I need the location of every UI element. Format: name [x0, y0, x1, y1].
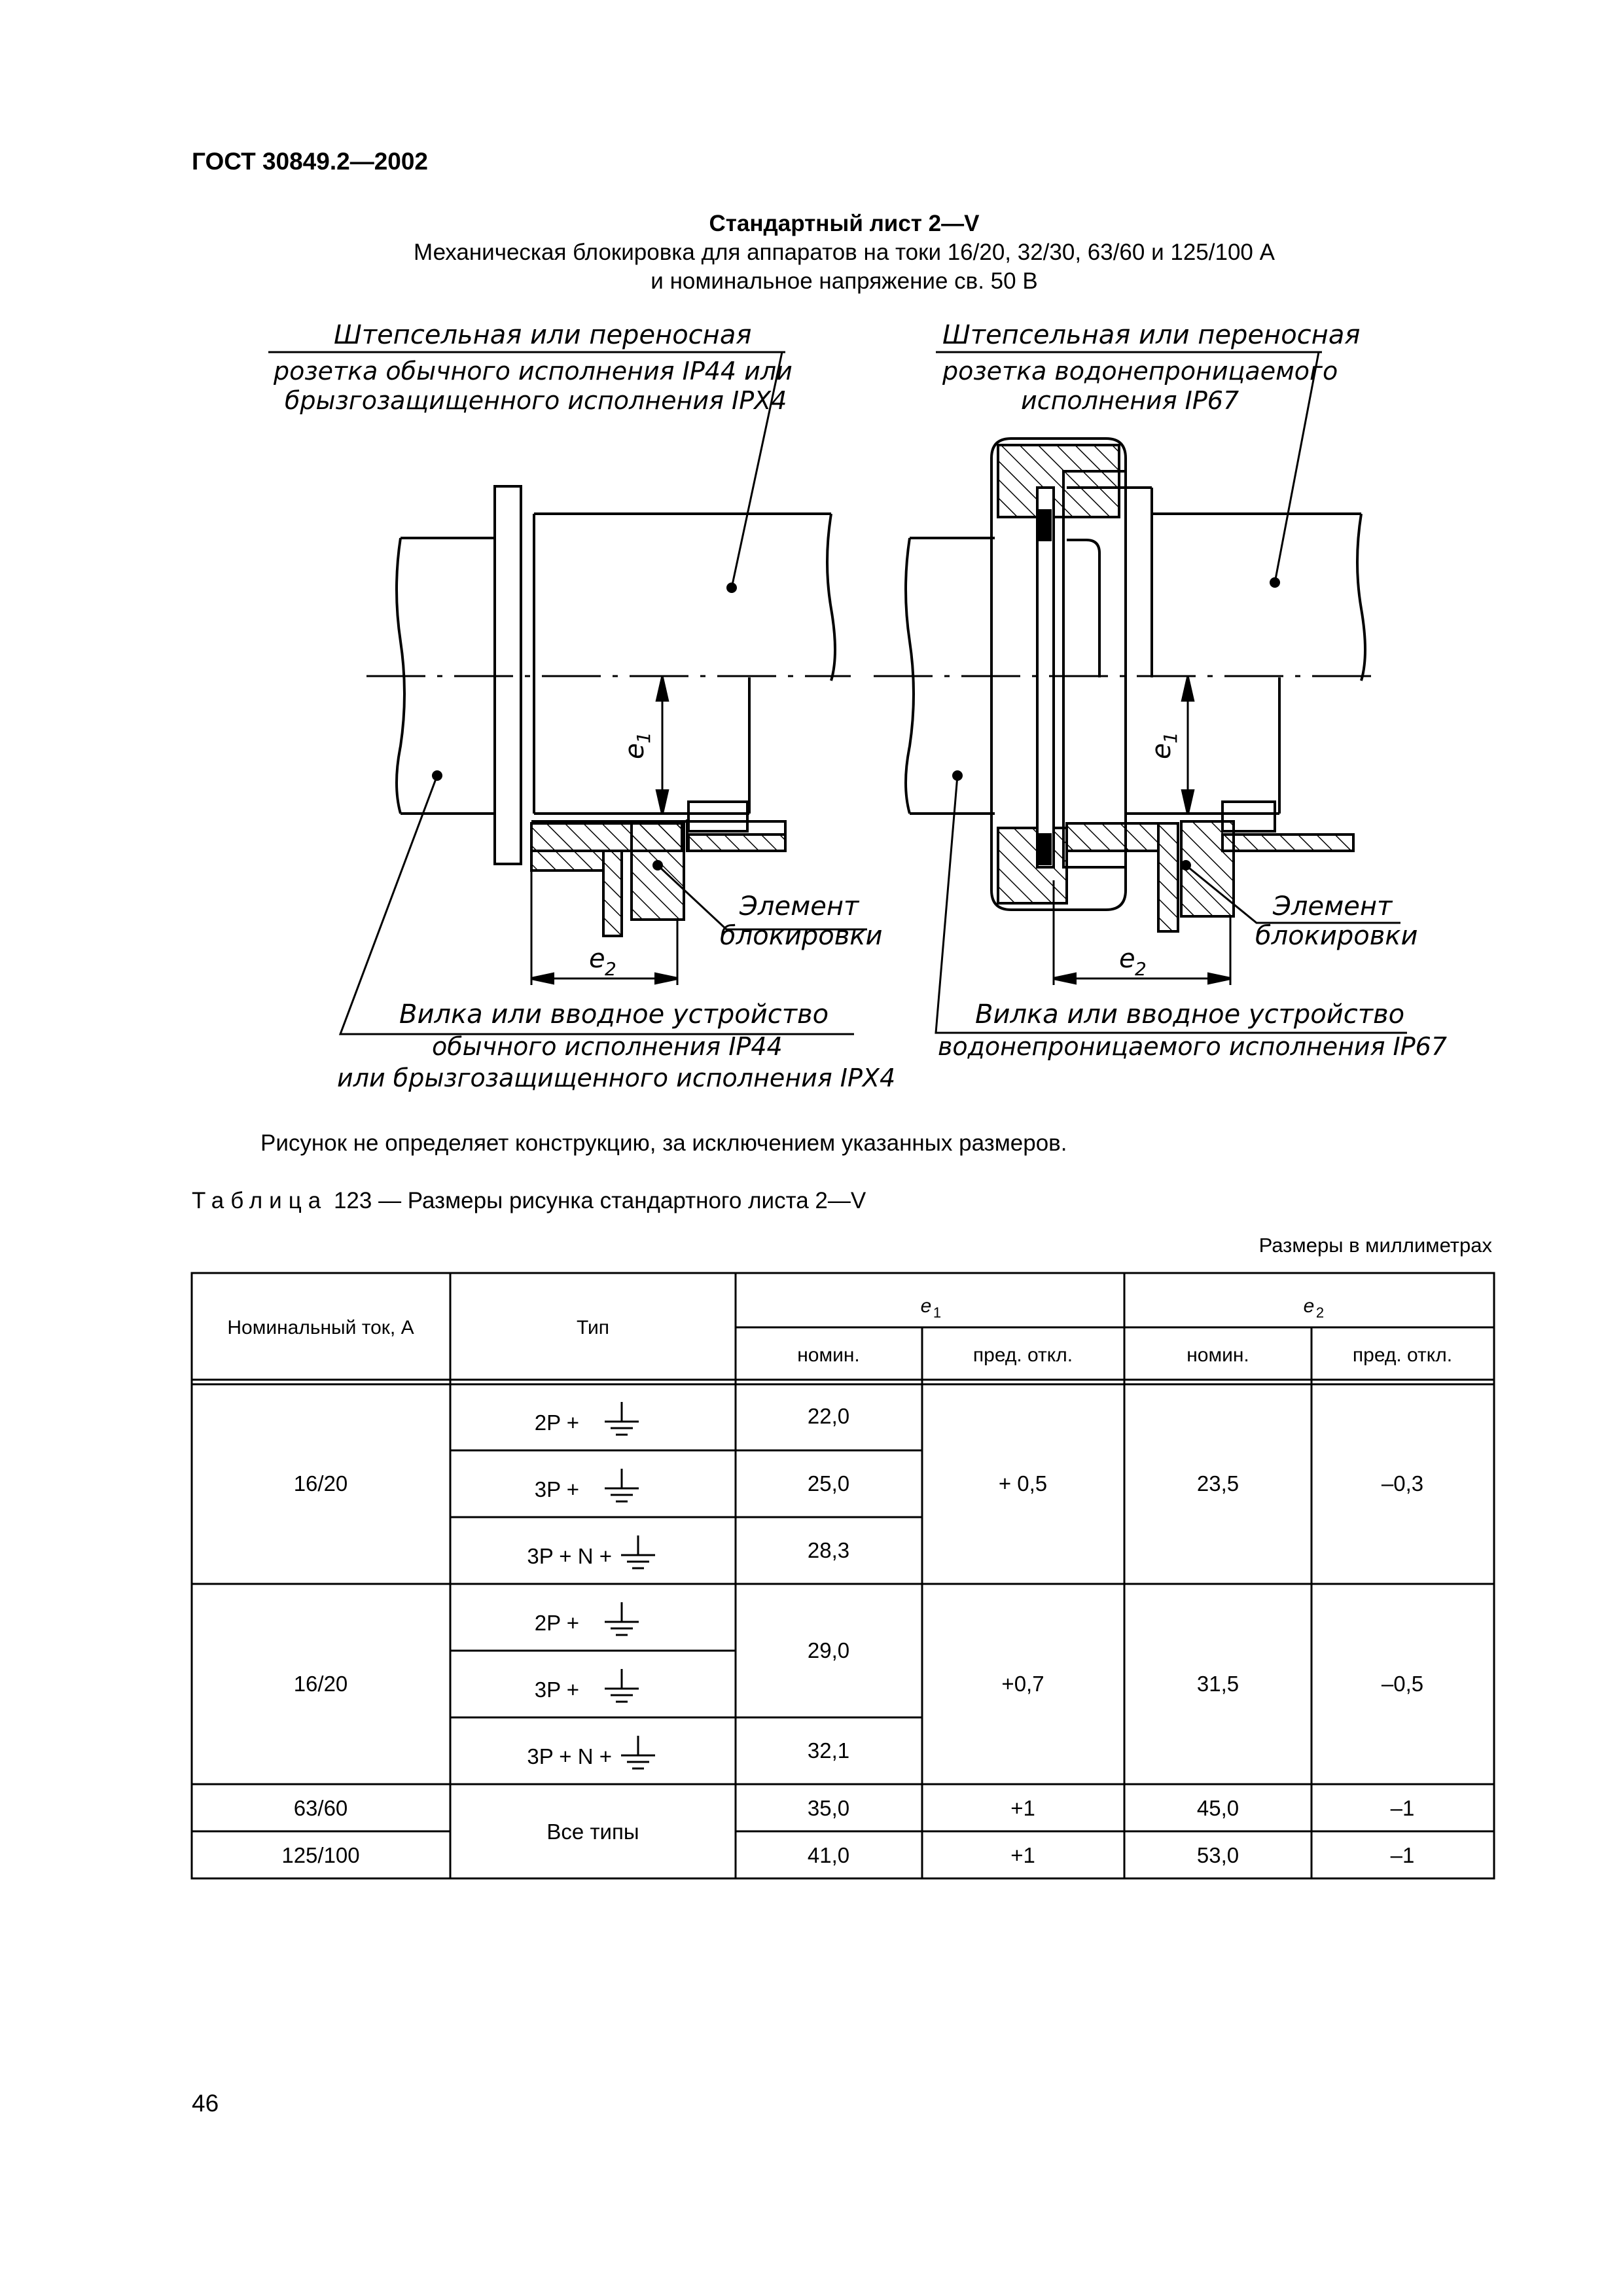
g1-type-3pn: 3P + N + [527, 1544, 612, 1568]
g2-e2-nom: 31,5 [1196, 1672, 1240, 1696]
figure-title-line1: Механическая блокировка для аппаратов на токи 16/20, 32/30, 63/60 и 125/100 А [414, 240, 1275, 265]
r125-e2-dev: –1 [1390, 1843, 1415, 1867]
left-dim-e1: e [620, 743, 650, 759]
left-plug-label-3: или брызгозащищенного исполнения IPX4 [337, 1064, 896, 1092]
right-dim-e1-sub: 1 [1160, 732, 1181, 744]
g2-type-3pn: 3P + N + [527, 1744, 612, 1768]
right-socket-label-3: исполнения IP67 [1021, 386, 1240, 415]
figure-title-line2: и номинальное напряжение св. 50 В [651, 268, 1038, 294]
r125-e2-nom: 53,0 [1196, 1843, 1240, 1867]
g2-type-2p: 2P + [534, 1611, 579, 1635]
right-lock-label-2: блокировки [1255, 921, 1418, 951]
g1-e2-dev: –0,3 [1381, 1471, 1424, 1496]
right-plug-label-2: водонепроницаемого исполнения IP67 [938, 1032, 1448, 1061]
right-plug-label-1: Вилка или вводное устройство [975, 999, 1405, 1030]
r63-e2-nom: 45,0 [1196, 1796, 1240, 1820]
g1-e1-nom-1: 22,0 [807, 1404, 850, 1428]
header-e1-dev: пред. откл. [972, 1344, 1073, 1366]
right-socket-label-1: Штепсельная или переносная [942, 320, 1361, 350]
header-e2-nom: номин. [1186, 1344, 1249, 1366]
figure-note: Рисунок не определяет конструкцию, за исключением указанных размеров. [260, 1130, 1067, 1156]
r63-current: 63/60 [293, 1796, 348, 1820]
right-dim-e2-sub: 2 [1135, 958, 1147, 980]
g2-e1-nom-a: 29,0 [807, 1638, 850, 1662]
table-caption-text: 123 — Размеры рисунка стандартного листа 2—V [327, 1188, 866, 1213]
right-lock-label-1: Элемент [1273, 891, 1393, 922]
left-dim-e2: e [589, 944, 605, 974]
right-dim-e1: e [1147, 743, 1177, 759]
g1-e1-dev: + 0,5 [998, 1471, 1048, 1496]
g2-e2-dev: –0,5 [1381, 1672, 1424, 1696]
table-caption-word: Таблица [192, 1188, 328, 1213]
g2-e1-nom-b: 32,1 [807, 1738, 850, 1763]
g1-current: 16/20 [293, 1471, 348, 1496]
g2-e1-dev: +0,7 [1001, 1672, 1044, 1696]
document-header: ГОСТ 30849.2—2002 [192, 148, 429, 175]
g2-current: 16/20 [293, 1672, 348, 1696]
header-e1-sub: 1 [933, 1304, 942, 1321]
g1-type-2p: 2P + [534, 1410, 579, 1435]
sheet-title: Стандартный лист 2—V [709, 211, 980, 236]
g2-type-3p: 3P + [534, 1677, 579, 1702]
left-dim-e1-sub: 1 [633, 732, 654, 744]
left-dim-e2-sub: 2 [605, 958, 616, 980]
left-lock-label-2: блокировки [720, 921, 883, 951]
right-dim-e2: e [1119, 944, 1135, 974]
g1-e1-nom-3: 28,3 [807, 1538, 850, 1562]
r125-e1-nom: 41,0 [807, 1843, 850, 1867]
header-e1-nom: номин. [797, 1344, 860, 1366]
left-socket-label-3: брызгозащищенного исполнения IPX4 [285, 386, 787, 415]
header-current: Номинальный ток, А [227, 1317, 414, 1338]
header-e2-dev: пред. откл. [1352, 1344, 1453, 1366]
left-socket-label-2: розетка обычного исполнения IP44 или [274, 357, 793, 386]
r125-e1-dev: +1 [1010, 1843, 1035, 1867]
left-lock-label-1: Элемент [740, 891, 859, 922]
r63-e1-dev: +1 [1010, 1796, 1035, 1820]
header-e2: e [1303, 1295, 1315, 1317]
left-plug-label-1: Вилка или вводное устройство [399, 999, 829, 1030]
r63-e2-dev: –1 [1390, 1796, 1415, 1820]
page-number: 46 [192, 2090, 219, 2117]
g1-e2-nom: 23,5 [1196, 1471, 1240, 1496]
header-e1: e [920, 1295, 932, 1317]
all-types: Все типы [546, 1820, 639, 1844]
r63-e1-nom: 35,0 [807, 1796, 850, 1820]
left-plug-label-2: обычного исполнения IP44 [432, 1032, 783, 1061]
left-socket-label-1: Штепсельная или переносная [334, 320, 752, 350]
right-socket-label-2: розетка водонепроницаемого [942, 357, 1338, 386]
r125-current: 125/100 [281, 1843, 360, 1867]
g1-type-3p: 3P + [534, 1477, 579, 1501]
g1-e1-nom-2: 25,0 [807, 1471, 850, 1496]
header-type: Тип [576, 1317, 610, 1338]
header-e2-sub: 2 [1315, 1304, 1325, 1321]
units-note: Размеры в миллиметрах [1258, 1234, 1492, 1257]
